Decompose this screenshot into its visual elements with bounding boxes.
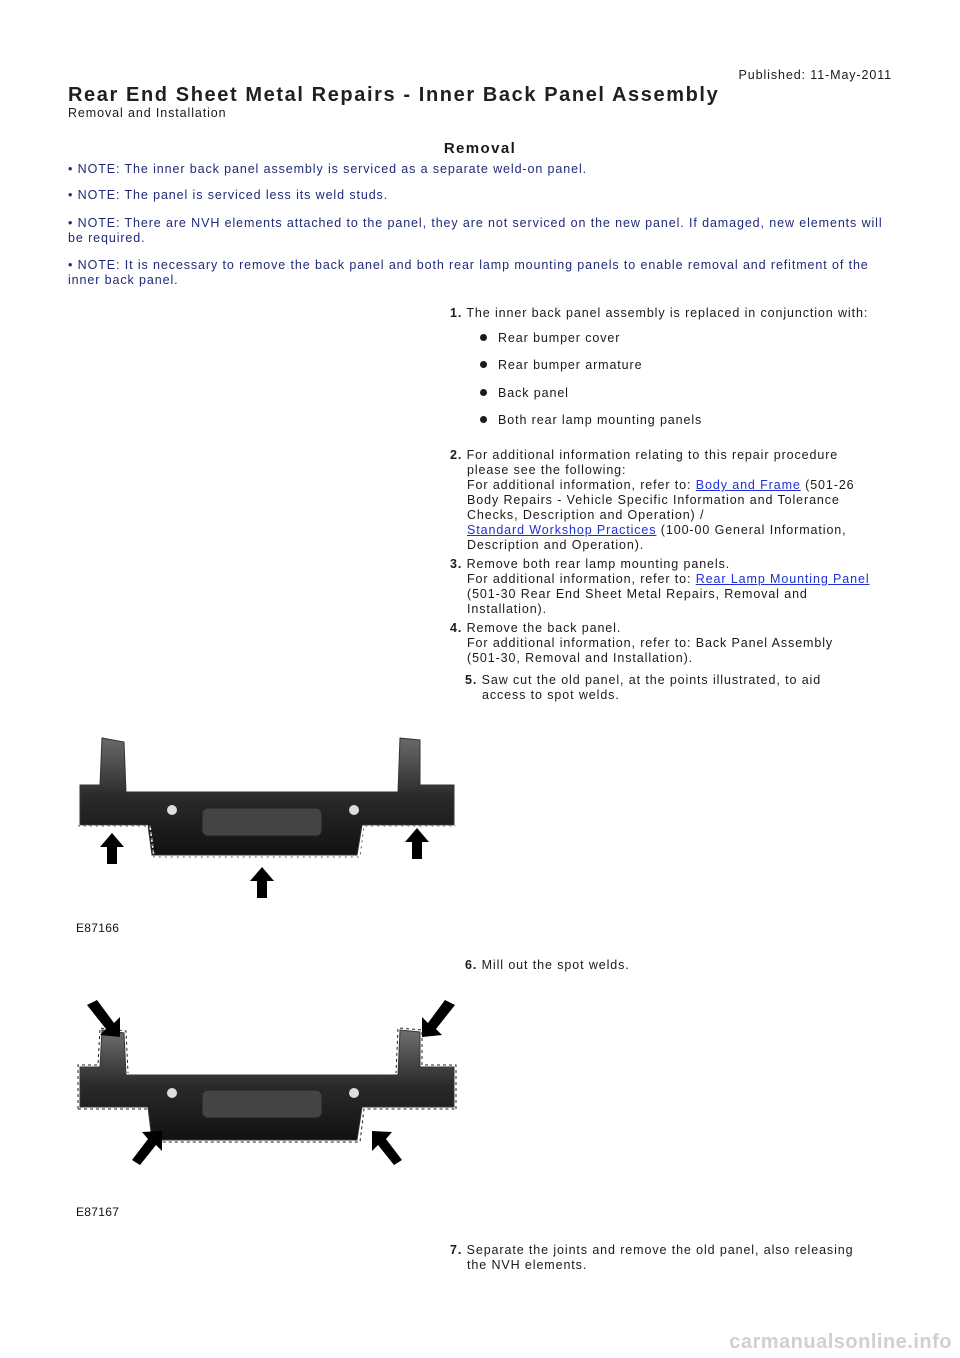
note-1: • NOTE: The inner back panel assembly is serviced as a separate weld-on panel. [68, 162, 588, 176]
bullet-icon [480, 389, 487, 396]
page-title: Rear End Sheet Metal Repairs - Inner Back Panel Assembly [68, 84, 720, 106]
bullet-item: Rear bumper armature [480, 358, 642, 373]
step-text: The inner back panel assembly is replaced in conjunction with: [466, 306, 869, 320]
step-5: 5. Saw cut the old panel, at the points illustrated, to aid access to spot welds. [465, 673, 822, 702]
step-number: 1. [450, 306, 463, 320]
bullet-icon [480, 334, 487, 341]
panel-shape [80, 1030, 454, 1140]
published-date: Published: 11-May-2011 [738, 68, 892, 82]
section-title: Removal [443, 140, 517, 157]
step-2: 2. For additional information relating to this repair procedure please see the following: For additional information, refer to: Body and Frame (501-26 Body Repairs - Vehicle Specific Information and Tolerance Checks, Description and Operation) / Standard Workshop Practices (100-00 General Information, Description and Operation). [450, 448, 855, 552]
page-subtitle: Removal and Installation [68, 106, 227, 120]
step-3: 3. Remove both rear lamp mounting panels. For additional information, refer to: Rear Lamp Mounting Panel (501-30 Rear End Sheet Metal Repairs, Removal and Installation). [450, 557, 870, 616]
bullet-item: Back panel [480, 386, 569, 401]
figure-label: E87166 [76, 921, 120, 935]
footer-watermark: carmanualsonline.info [729, 1331, 952, 1353]
step-6: 6. Mill out the spot welds. [465, 958, 630, 972]
bullet-icon [480, 416, 487, 423]
panel-shape [80, 738, 454, 855]
note-3: • NOTE: There are NVH elements attached to the panel, they are not serviced on the new panel. If damaged, new elements will be required. [68, 216, 883, 245]
note-2: • NOTE: The panel is serviced less its weld studs. [68, 188, 389, 202]
figure-saw-cut-points [62, 730, 462, 920]
note-4: • NOTE: It is necessary to remove the back panel and both rear lamp mounting panels to enable removal and refitment of the inner back panel. [68, 258, 869, 287]
bullet-icon [480, 361, 487, 368]
step-7: 7. Separate the joints and remove the old panel, also releasing the NVH elements. [450, 1243, 854, 1272]
link-body-and-frame[interactable]: Body and Frame [695, 478, 801, 492]
link-rear-lamp-mounting-panel[interactable]: Rear Lamp Mounting Panel [695, 572, 870, 586]
step-4: 4. Remove the back panel. For additional information, refer to: Back Panel Assembly (501-30, Removal and Installation). [450, 621, 834, 665]
figure-spot-welds [62, 995, 462, 1205]
figure-label: E87167 [76, 1205, 120, 1219]
step-1 [450, 306, 890, 321]
bullet-item: Rear bumper cover [480, 331, 620, 346]
bullet-item: Both rear lamp mounting panels [480, 413, 702, 428]
link-standard-workshop-practices[interactable]: Standard Workshop Practices [467, 523, 657, 537]
